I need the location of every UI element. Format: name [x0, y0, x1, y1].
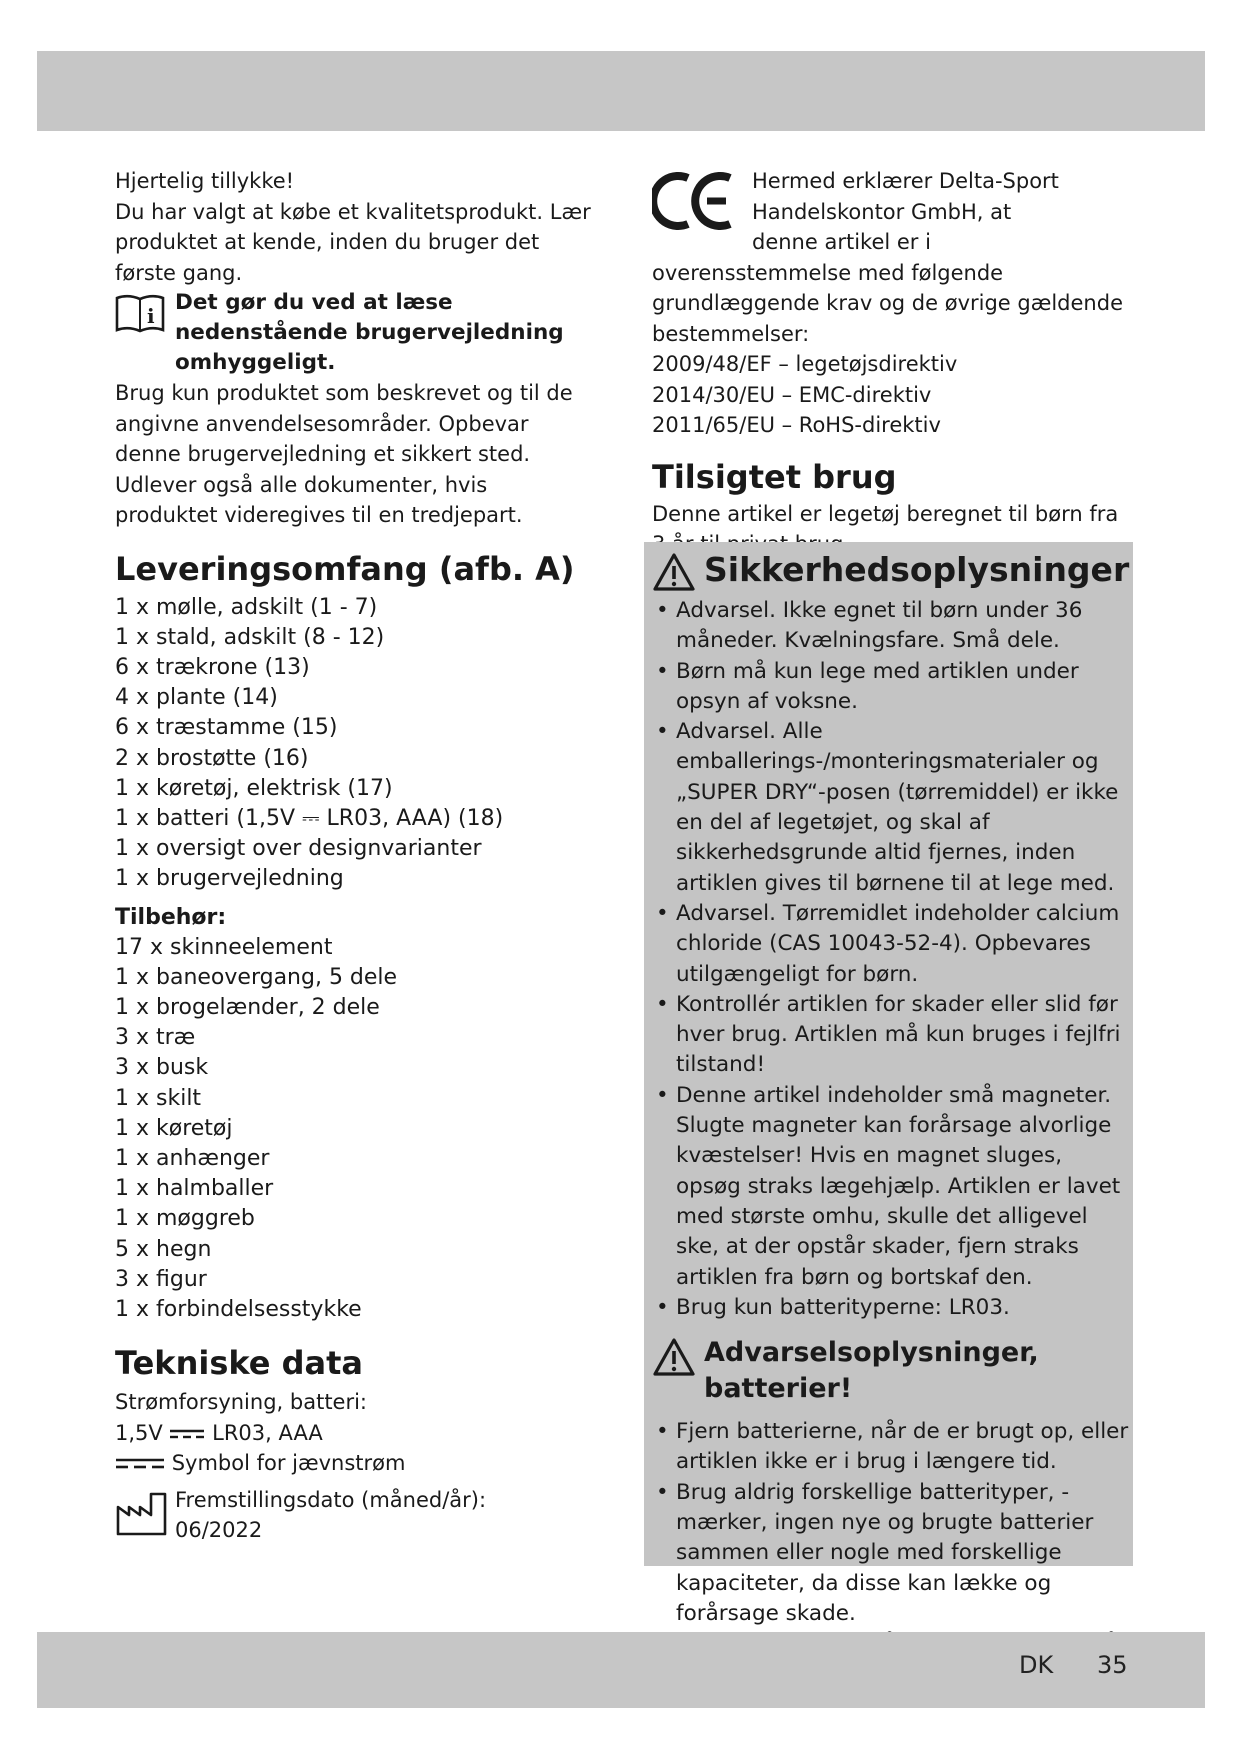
battery-warning-title: Advarselsoplysninger, batterier! — [704, 1337, 1039, 1405]
list-item: 1 x brugervejledning — [115, 866, 344, 892]
supply-value — [115, 1418, 595, 1449]
list-item: • Advarsel. Tørremidlet indeholder calcium chloride (CAS 10043-52-4). Opbevares utilgængeligt for børn. — [652, 899, 1130, 990]
accessories-list — [115, 933, 595, 1326]
list-item: 1 x brogelænder, 2 dele — [115, 994, 380, 1020]
list-item: 1 x baneovergang, 5 dele — [115, 964, 398, 990]
list-item: • Advarsel. Alle emballerings-/monteringsmaterialer og „SUPER DRY“-posen (tørremiddel) er ikke en del af legetøjet, og skal af sikkerhedsgrunde altid fjernes, inden artiklen gives til børnene til at lege med. — [652, 717, 1130, 899]
directive: 2011/65/EU – RoHS-direktiv — [652, 413, 941, 437]
usage-text: Brug kun produktet som beskrevet og til de angivne anvendelsesområder. Opbevar denne brugervejledning et sikkert sted. Udlever også alle dokumenter, hvis produktet videregives til en tredjepart. — [115, 381, 573, 527]
list-item: 6 x trækrone (13) — [115, 654, 310, 680]
supply-label: Strømforsyning, batteri: — [115, 1390, 368, 1415]
list-item: 5 x hegn — [115, 1236, 212, 1262]
safety-list — [652, 596, 1130, 1323]
list-item: 4 x plante (14) — [115, 685, 278, 711]
list-item: 1 x mølle, adskilt (1 - 7) — [115, 594, 378, 620]
dc-icon — [115, 1456, 165, 1472]
battery-type: LR03, AAA — [212, 1420, 323, 1445]
info-note-text: Det gør du ved at læse nedenstående brugervejledning omhyggeligt. — [175, 290, 564, 375]
list-item: • Brug aldrig forskellige batterityper, -mærker, ingen nye og brugte batterier sammen eller nogle med forskellige kapaciteter, da disse kan lække og forårsage skade. — [652, 1478, 1130, 1629]
tech-title: Tekniske data — [115, 1344, 364, 1383]
accessories-title: Tilbehør: — [115, 904, 227, 930]
list-item: 1 x møggreb — [115, 1206, 255, 1232]
list-item: • Brug kun batterityperne: LR03. — [652, 1293, 1130, 1323]
list-item: 1 x køretøj — [115, 1115, 233, 1141]
manufacture-row — [115, 1485, 595, 1546]
list-item: 17 x skinneelement — [115, 934, 333, 960]
list-item: 1 x køretøj, elektrisk (17) — [115, 775, 393, 801]
intended-use-title: Tilsigtet brug — [652, 457, 897, 496]
safety-title: Sikkerhedsoplysninger — [704, 550, 1130, 589]
list-item: 1 x stald, adskilt (8 - 12) — [115, 624, 385, 650]
list-item: 1 x forbindelsesstykke — [115, 1296, 362, 1322]
dc-symbol-row — [115, 1448, 595, 1479]
list-item: • Advarsel. Ikke egnet til børn under 36 måneder. Kvælningsfare. Små dele. — [652, 596, 1130, 657]
right-column — [652, 166, 1138, 560]
declaration-text-rest: overensstemmelse med følgende grundlæggende krav og de øvrige gældende bestemmelser: — [652, 260, 1123, 346]
list-item: 1 x oversigt over designvarianter — [115, 836, 482, 862]
manufacture-text — [175, 1485, 486, 1546]
manufacture-label: Fremstillingsdato (måned/år): — [175, 1487, 487, 1512]
directive: 2014/30/EU – EMC-direktiv — [652, 382, 932, 407]
warning-icon — [652, 1337, 696, 1377]
greeting: Hjertelig tillykke! — [115, 169, 295, 193]
list-item: • Børn må kun lege med artiklen under opsyn af voksne. — [652, 657, 1130, 718]
intended-use-text: Denne artikel er legetøj beregnet til børn fra — [652, 501, 1119, 526]
intro-text: Du har valgt at købe et kvalitetsprodukt. Lær produktet at kende, inden du bruger det første gang. — [115, 199, 591, 285]
list-item: 1 x halmballer — [115, 1176, 274, 1202]
list-item: • Denne artikel indeholder små magneter. Slugte magneter kan forårsage alvorlige kvæstelser! Hvis en magnet sluges, opsøg straks lægehjælp. Artiklen er lavet med største omhu, skulle det alligevel ske, at der opstår skader, fjern straks artiklen fra børn og bortskaf den. — [652, 1081, 1130, 1293]
list-item: 1 x skilt — [115, 1085, 202, 1111]
list-item: • Fjern batterierne, når de er brugt op, eller artiklen ikke er i brug i længere tid. — [652, 1417, 1130, 1478]
safety-header — [652, 550, 1130, 592]
manual-info-icon — [115, 292, 165, 336]
ce-mark-icon — [652, 170, 738, 232]
info-note — [115, 288, 595, 378]
safety-box — [644, 542, 1133, 1626]
dc-icon — [169, 1427, 205, 1441]
list-item: 2 x brostøtte (16) — [115, 745, 309, 771]
directive: 2009/48/EF – legetøjsdirektiv — [652, 352, 958, 376]
list-item: 1 x anhænger — [115, 1145, 270, 1171]
delivery-list — [115, 593, 595, 895]
battery-warning-header — [652, 1335, 1130, 1407]
factory-icon — [115, 1491, 169, 1537]
left-column — [115, 166, 595, 1546]
dc-symbol-label: Symbol for jævnstrøm — [171, 1451, 406, 1476]
safety-content — [652, 550, 1130, 1690]
list-item: 3 x træ — [115, 1025, 196, 1051]
manufacture-date: 06/2022 — [175, 1518, 263, 1543]
list-item: 3 x figur — [115, 1266, 207, 1292]
delivery-title: Leveringsomfang (afb. A) — [115, 549, 575, 588]
list-item: • Kontrollér artiklen for skader eller slid før hver brug. Artiklen må kun bruges i fejlfri tilstand! — [652, 990, 1130, 1081]
page-number: 35 — [1097, 1651, 1128, 1679]
list-item: 3 x busk — [115, 1055, 209, 1081]
list-item: 6 x træstamme (15) — [115, 715, 338, 741]
declaration-text: Hermed erklærer Delta-Sport Handelskontor GmbH, at denne artikel er i — [752, 169, 1059, 254]
list-item: 1 x batteri (1,5V ⎓ LR03, AAA) (18) — [115, 805, 504, 831]
warning-icon — [652, 552, 696, 592]
header-band — [37, 51, 1205, 131]
svg-text:i: i — [147, 304, 155, 328]
footer-language: DK — [1019, 1651, 1054, 1679]
declaration — [652, 166, 1138, 258]
voltage: 1,5V — [115, 1420, 163, 1445]
